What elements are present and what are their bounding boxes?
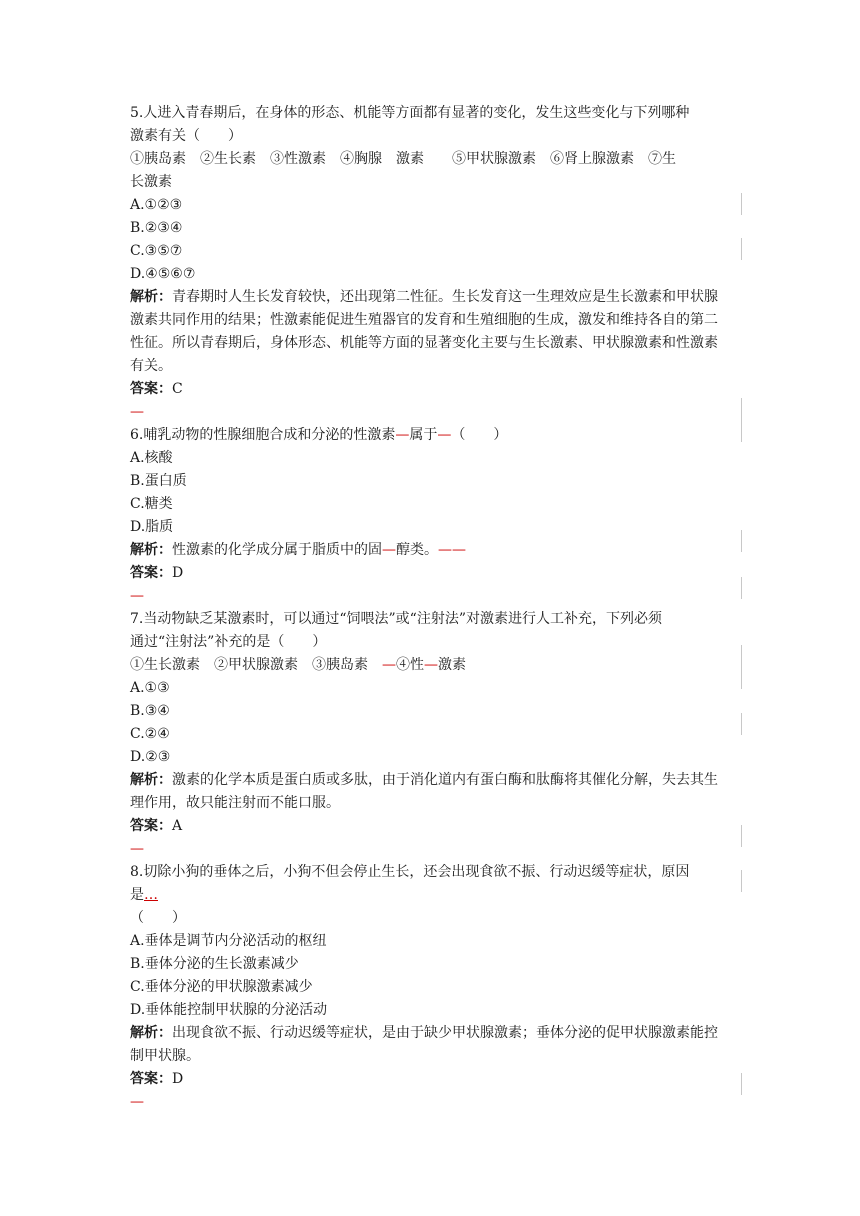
separator: — [130, 841, 144, 857]
question-stem: 7.当动物缺乏某激素时，可以通过“饲喂法”或“注射法”对激素进行人工补充，下列必须 [130, 611, 662, 627]
answer-value: D [172, 565, 184, 581]
answer [130, 378, 730, 401]
margin-mark [741, 645, 742, 689]
question-stem: 通过“注射法”补充的是（ ） [130, 634, 327, 650]
margin-mark [741, 530, 742, 552]
red-dash: — [437, 427, 452, 443]
stem-text: （ ） [451, 427, 508, 443]
margin-mark [741, 870, 742, 892]
separator: — [130, 588, 144, 604]
option-b: B.蛋白质 [130, 473, 187, 489]
red-dash: — [395, 427, 410, 443]
answer-value: C [172, 381, 183, 397]
option-c: C.②④ [130, 726, 170, 742]
stem-text: 是 [130, 887, 144, 903]
red-dots: … [144, 887, 158, 903]
question-8 [130, 861, 730, 1114]
option-b: B.③④ [130, 703, 170, 719]
red-dash: —— [438, 542, 466, 558]
stem-text: 属于 [409, 427, 438, 443]
margin-mark [741, 398, 742, 442]
analysis [130, 1022, 730, 1068]
margin-mark [741, 1073, 742, 1095]
analysis-label: 解析： [130, 1025, 172, 1041]
option-c: C.③⑤⑦ [130, 243, 183, 259]
analysis [130, 286, 730, 378]
analysis [130, 539, 730, 562]
option-d: D.④⑤⑥⑦ [130, 266, 196, 282]
margin-mark [741, 825, 742, 847]
question-stem: 激素有关（ ） [130, 128, 242, 144]
red-dash: — [424, 657, 438, 673]
answer [130, 815, 730, 838]
option-b: B.垂体分泌的生长激素减少 [130, 956, 299, 972]
answer-value: A [172, 818, 183, 834]
answer [130, 562, 730, 585]
question-7 [130, 608, 730, 861]
question-items [130, 654, 730, 677]
answer-label: 答案： [130, 381, 172, 397]
question-stem [130, 424, 730, 447]
analysis-text: 激素的化学本质是蛋白质或多肽，由于消化道内有蛋白酶和肽酶将其催化分解，失去其生理作用，故只能注射而不能口服。 [130, 772, 718, 811]
question-items: ①胰岛素 ②生长素 ③性激素 ④胸腺 激素 ⑤甲状腺激素 ⑥肾上腺激素 ⑦生 [130, 151, 676, 167]
margin-mark [741, 577, 742, 599]
margin-mark [741, 193, 742, 215]
option-a: A.①②③ [130, 197, 183, 213]
stem-text: 6.哺乳动物的性腺细胞合成和分泌的性激素 [130, 427, 396, 443]
separator: — [130, 404, 144, 420]
question-stem: 8.切除小狗的垂体之后，小狗不但会停止生长，还会出现食欲不振、行动迟缓等症状，原因 [130, 864, 690, 880]
red-dash: — [382, 657, 396, 673]
items-text: ①生长激素 ②甲状腺激素 ③胰岛素 [130, 657, 382, 673]
analysis-label: 解析： [130, 289, 172, 305]
answer-label: 答案： [130, 565, 172, 581]
question-stem [130, 884, 730, 907]
question-6 [130, 424, 730, 608]
question-stem: 5.人进入青春期后，在身体的形态、机能等方面都有显著的变化，发生这些变化与下列哪种 [130, 105, 690, 121]
margin-mark [741, 238, 742, 260]
option-c: C.垂体分泌的甲状腺激素减少 [130, 979, 313, 995]
option-d: D.脂质 [130, 519, 174, 535]
items-text: ④性 [396, 657, 424, 673]
answer [130, 1068, 730, 1091]
question-items: 长激素 [130, 174, 172, 190]
analysis-text: 性激素的化学成分属于脂质中的固 [172, 542, 382, 558]
analysis-label: 解析： [130, 772, 172, 788]
option-a: A.核酸 [130, 450, 173, 466]
document-body [130, 102, 730, 1114]
option-c: C.糖类 [130, 496, 173, 512]
option-b: B.②③④ [130, 220, 183, 236]
option-a: A.垂体是调节内分泌活动的枢纽 [130, 933, 327, 949]
red-dash: — [382, 542, 396, 558]
option-d: D.②③ [130, 749, 171, 765]
answer-value: D [172, 1071, 184, 1087]
option-a: A.①③ [130, 680, 170, 696]
question-5 [130, 102, 730, 424]
analysis-text: 青春期时人生长发育较快，还出现第二性征。生长发育这一生理效应是生长激素和甲状腺激素共同作用的结果；性激素能促进生殖器官的发育和生殖细胞的生成，激发和维持各自的第二性征。所以青春期后，身体形态、机能等方面的显著变化主要与生长激素、甲状腺激素和性激素有关。 [130, 289, 718, 374]
option-d: D.垂体能控制甲状腺的分泌活动 [130, 1002, 328, 1018]
answer-label: 答案： [130, 818, 172, 834]
question-paren: （ ） [130, 910, 186, 926]
margin-mark [741, 713, 742, 735]
analysis-label: 解析： [130, 542, 172, 558]
analysis-text: 醇类。 [396, 542, 438, 558]
analysis-text: 出现食欲不振、行动迟缓等症状，是由于缺少甲状腺激素；垂体分泌的促甲状腺激素能控制甲状腺。 [130, 1025, 718, 1064]
separator: — [130, 1094, 144, 1110]
answer-label: 答案： [130, 1071, 172, 1087]
items-text: 激素 [438, 657, 466, 673]
analysis [130, 769, 730, 815]
